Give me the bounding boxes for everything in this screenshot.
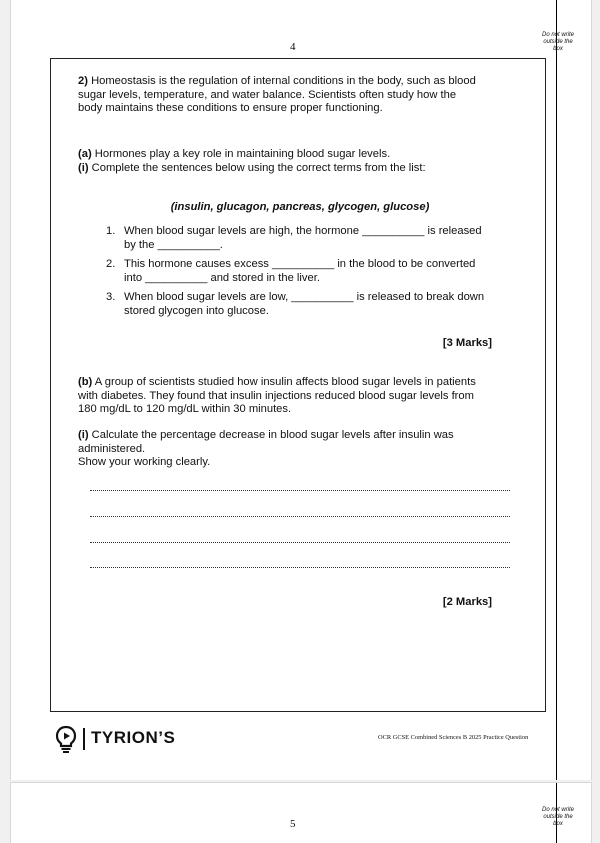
page-number: 4 (290, 41, 296, 53)
item-number: 3. (106, 291, 116, 303)
answer-line[interactable] (90, 480, 510, 491)
margin-note: Do not write outside the box (541, 807, 574, 827)
list-item: When blood sugar levels are high, the hormone __________ is released by the __________. (124, 225, 482, 251)
term-list: (insulin, glucagon, pancreas, glycogen, glucose) (170, 201, 430, 213)
footer-caption: OCR GCSE Combined Sciences B 2025 Practice Question (378, 734, 529, 741)
marks-label: [2 Marks] (442, 596, 492, 608)
brand-name: TYRION’S (91, 728, 176, 747)
list-item: When blood sugar levels are low, __________ is released to break down stored glycogen into glucose. (124, 291, 485, 317)
logo-divider (83, 728, 85, 750)
margin-note: Do not write outside the box (541, 32, 574, 52)
margin-line (556, 0, 557, 780)
page-number: 5 (290, 818, 296, 830)
question-intro: 2) Homeostasis is the regulation of internal conditions in the body, such as blood sugar levels, temperature, and water balance. Scientists often study how the body maintains these conditions to ensure proper functioning. (78, 75, 476, 114)
next-exam-page (10, 782, 592, 843)
part-b-text: (b) A group of scientists studied how insulin affects blood sugar levels in patients with diabetes. They found that insulin injections reduced blood sugar levels from 180 mg/dL to 120 mg/dL within 30 minutes. (78, 376, 476, 415)
answer-line[interactable] (90, 532, 510, 543)
lightbulb-play-icon (55, 725, 77, 753)
part-b-subquestion: (i) Calculate the percentage decrease in blood sugar levels after insulin was administered. Show your working clearly. (78, 429, 454, 468)
item-number: 2. (106, 258, 116, 270)
item-number: 1. (106, 225, 116, 237)
answer-line[interactable] (90, 506, 510, 517)
part-a-text: (a) Hormones play a key role in maintaining blood sugar levels. (i) Complete the sentences below using the correct terms from the list: (78, 148, 426, 174)
answer-line[interactable] (90, 557, 510, 568)
marks-label: [3 Marks] (442, 337, 492, 349)
list-item: This hormone causes excess __________ in the blood to be converted into __________ and stored in the liver. (124, 258, 476, 284)
